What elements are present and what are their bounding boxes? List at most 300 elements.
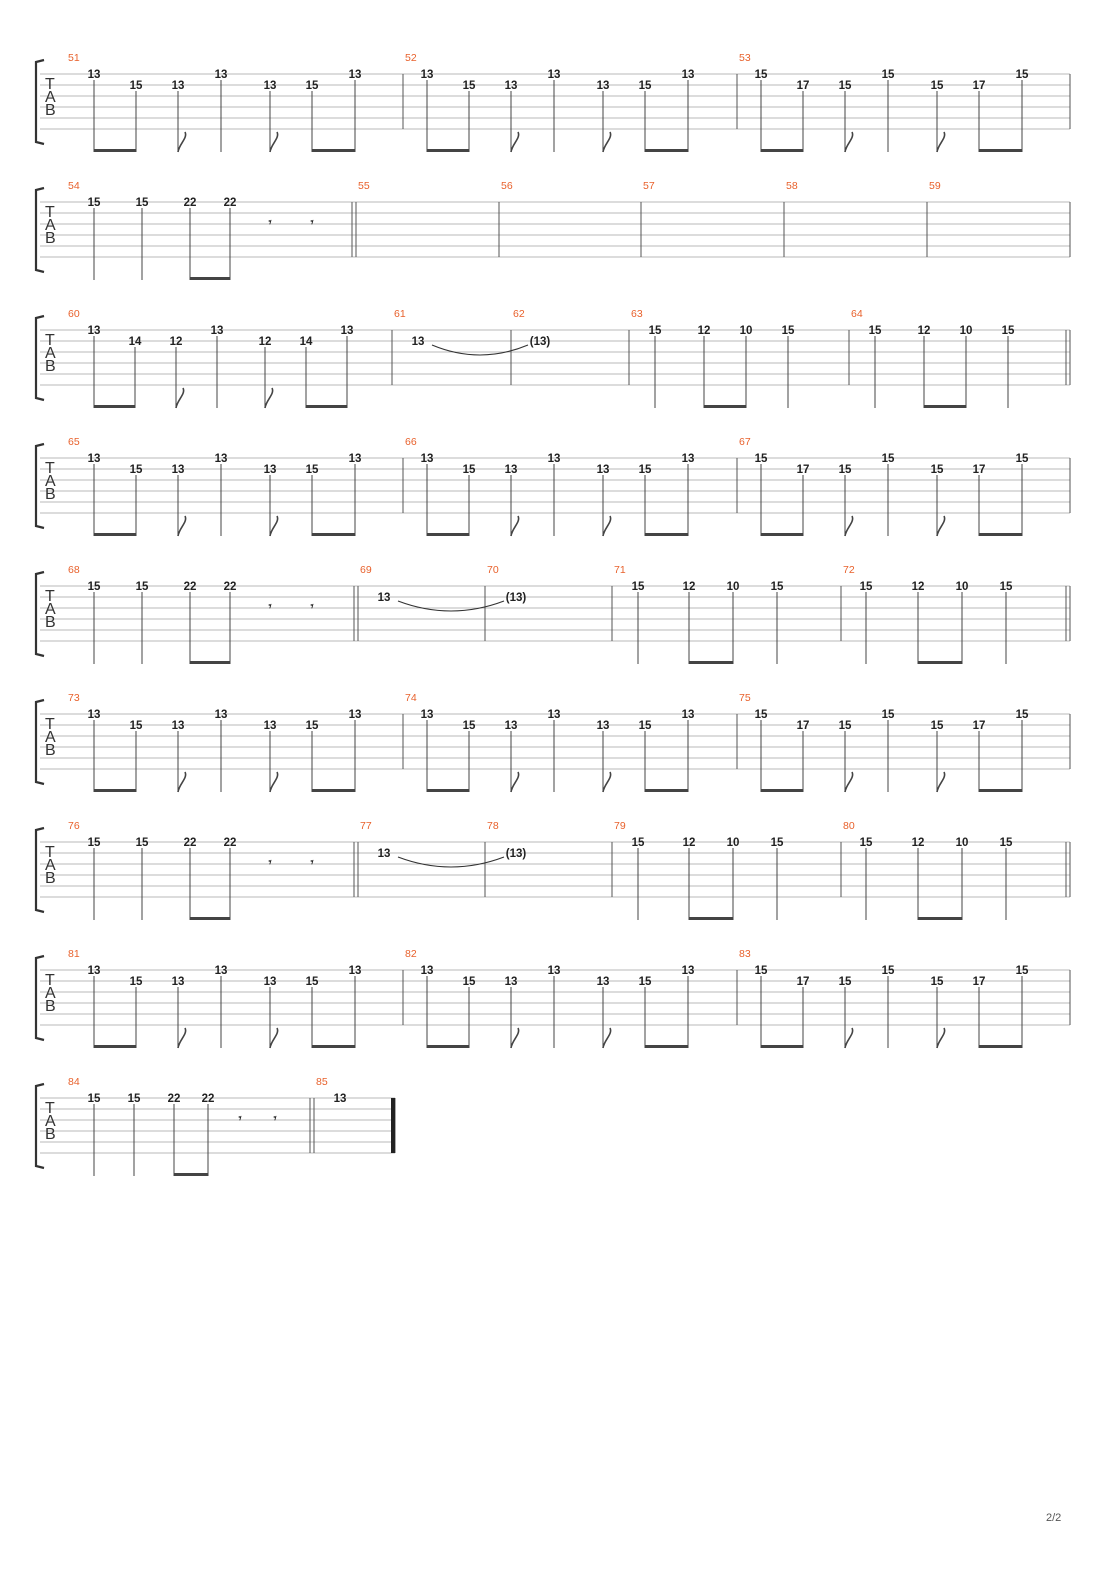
system-bracket: [36, 316, 44, 400]
beam: [979, 533, 1022, 536]
eighth-rest: 𝄾: [268, 217, 272, 229]
fret-number: 13: [411, 336, 425, 348]
fret-number: 15: [881, 69, 895, 81]
fret-number: 15: [462, 80, 476, 92]
fret-number: 10: [955, 581, 969, 593]
fret-number: 13: [547, 453, 561, 465]
measure-54: [68, 180, 314, 280]
fret-number: 10: [955, 837, 969, 849]
measure-number: 53: [739, 52, 751, 64]
measure-67: [739, 436, 1029, 536]
fret-number: 13: [348, 965, 362, 977]
measure-number: 68: [68, 564, 80, 576]
fret-number: 12: [682, 581, 696, 593]
beam: [645, 1045, 688, 1048]
measure-65: [68, 436, 361, 536]
tab-clef-letter: A: [45, 1113, 56, 1130]
fret-number: 13: [87, 69, 101, 81]
eighth-flag: [845, 132, 853, 152]
measure-number: 71: [614, 564, 626, 576]
beam: [190, 661, 230, 664]
measure-72: [843, 564, 1013, 664]
measure-number: 84: [68, 1076, 80, 1088]
measure-80: [843, 820, 1013, 920]
measure-77: [360, 820, 390, 860]
tab-clef-letter: A: [45, 217, 56, 234]
measure-number: 81: [68, 948, 80, 960]
beam: [979, 1045, 1022, 1048]
measure-55: [358, 180, 370, 192]
fret-number: 17: [796, 464, 810, 476]
eighth-flag: [511, 516, 519, 536]
fret-number: 13: [596, 464, 610, 476]
tab-clef-letter: A: [45, 473, 56, 490]
beam: [979, 149, 1022, 152]
measure-51: [68, 52, 361, 152]
measure-63: [631, 308, 795, 408]
measure-57: [643, 180, 655, 192]
fret-number: 15: [999, 581, 1013, 593]
fret-number: 22: [183, 837, 197, 849]
beam: [645, 789, 688, 792]
fret-number: 15: [87, 581, 101, 593]
fret-number: 13: [263, 80, 277, 92]
measure-73: [68, 692, 361, 792]
measure-number: 63: [631, 308, 643, 320]
fret-number: 13: [547, 69, 561, 81]
beam: [427, 149, 469, 152]
fret-number: 13: [681, 965, 695, 977]
fret-number: 10: [739, 325, 753, 337]
measure-71: [614, 564, 784, 664]
beam: [306, 405, 347, 408]
fret-number: 15: [135, 581, 149, 593]
fret-number: 15: [859, 837, 873, 849]
fret-number: 15: [859, 581, 873, 593]
measure-69: [360, 564, 390, 604]
beam: [427, 1045, 469, 1048]
system-bracket: [36, 188, 44, 272]
beam: [94, 533, 136, 536]
system-bracket: [36, 956, 44, 1040]
fret-number: 15: [87, 197, 101, 209]
fret-number: 13: [348, 709, 362, 721]
eighth-flag: [511, 772, 519, 792]
fret-number: 13: [547, 709, 561, 721]
fret-number: 15: [87, 837, 101, 849]
fret-number: 13: [504, 80, 518, 92]
fret-number: (13): [505, 592, 527, 604]
fret-number: 15: [648, 325, 662, 337]
beam: [94, 1045, 136, 1048]
system-bracket: [36, 572, 44, 656]
measure-number: 72: [843, 564, 855, 576]
fret-number: 13: [420, 453, 434, 465]
tie: [398, 601, 504, 611]
fret-number: 13: [333, 1093, 347, 1105]
eighth-flag: [603, 772, 611, 792]
staff-system: [36, 564, 1070, 664]
beam: [190, 917, 230, 920]
measure-number: 82: [405, 948, 417, 960]
fret-number: 12: [917, 325, 931, 337]
fret-number: 15: [462, 720, 476, 732]
tab-clef-letter: B: [45, 1126, 56, 1143]
fret-number: 14: [128, 336, 142, 348]
fret-number: 13: [377, 592, 391, 604]
beam: [761, 149, 803, 152]
fret-number: 17: [796, 976, 810, 988]
measure-85: [316, 1076, 346, 1105]
beam: [94, 149, 136, 152]
tab-clef-letter: B: [45, 358, 56, 375]
eighth-flag: [603, 516, 611, 536]
measure-number: 73: [68, 692, 80, 704]
measure-number: 76: [68, 820, 80, 832]
fret-number: 10: [726, 837, 740, 849]
measure-number: 69: [360, 564, 372, 576]
eighth-rest: 𝄾: [310, 601, 314, 613]
fret-number: 13: [596, 976, 610, 988]
measure-number: 59: [929, 180, 941, 192]
fret-number: 17: [972, 464, 986, 476]
measure-81: [68, 948, 361, 1048]
fret-number: 15: [135, 197, 149, 209]
eighth-flag: [270, 1028, 278, 1048]
fret-number: 15: [631, 837, 645, 849]
measure-68: [68, 564, 314, 664]
measure-60: [68, 308, 353, 408]
measure-number: 80: [843, 820, 855, 832]
measure-number: 51: [68, 52, 80, 64]
measure-number: 70: [487, 564, 499, 576]
beam: [427, 789, 469, 792]
staff-system: [36, 436, 1070, 536]
fret-number: 15: [754, 453, 768, 465]
beam: [761, 1045, 803, 1048]
tab-clef-letter: B: [45, 486, 56, 503]
measure-53: [739, 52, 1029, 152]
tab-clef-letter: T: [45, 588, 55, 605]
fret-number: (13): [529, 336, 551, 348]
eighth-rest: 𝄾: [268, 857, 272, 869]
measure-number: 64: [851, 308, 863, 320]
fret-number: 22: [223, 197, 237, 209]
fret-number: 13: [214, 69, 228, 81]
fret-number: 13: [596, 80, 610, 92]
measure-83: [739, 948, 1029, 1048]
eighth-flag: [937, 516, 945, 536]
beam: [312, 789, 355, 792]
fret-number: 15: [930, 80, 944, 92]
eighth-flag: [845, 772, 853, 792]
fret-number: 15: [129, 80, 143, 92]
measure-62: [513, 308, 550, 348]
tie: [432, 345, 528, 355]
measure-74: [405, 692, 694, 792]
eighth-flag: [178, 772, 186, 792]
measure-number: 54: [68, 180, 80, 192]
fret-number: 22: [201, 1093, 215, 1105]
beam: [312, 533, 355, 536]
fret-number: 13: [171, 80, 185, 92]
beam: [427, 533, 469, 536]
beam: [312, 1045, 355, 1048]
fret-number: 13: [681, 453, 695, 465]
staff-system: [36, 52, 1070, 152]
fret-number: 15: [129, 976, 143, 988]
measure-number: 61: [394, 308, 406, 320]
fret-number: 12: [911, 837, 925, 849]
fret-number: 12: [697, 325, 711, 337]
fret-number: 15: [838, 464, 852, 476]
fret-number: 12: [682, 837, 696, 849]
fret-number: 17: [972, 720, 986, 732]
beam: [979, 789, 1022, 792]
fret-number: 15: [838, 720, 852, 732]
fret-number: 12: [258, 336, 272, 348]
fret-number: 15: [87, 1093, 101, 1105]
fret-number: 15: [1015, 453, 1029, 465]
fret-number: 15: [754, 965, 768, 977]
measure-66: [405, 436, 694, 536]
page-number: 2/2: [1046, 1512, 1062, 1524]
tab-clef-letter: T: [45, 332, 55, 349]
staff-system: [36, 308, 1070, 408]
fret-number: 15: [638, 464, 652, 476]
fret-number: 15: [881, 453, 895, 465]
measure-number: 57: [643, 180, 655, 192]
fret-number: 13: [420, 709, 434, 721]
eighth-flag: [270, 132, 278, 152]
fret-number: 15: [881, 965, 895, 977]
measure-76: [68, 820, 314, 920]
eighth-flag: [937, 132, 945, 152]
measure-number: 67: [739, 436, 751, 448]
fret-number: 13: [504, 464, 518, 476]
fret-number: 13: [681, 709, 695, 721]
eighth-flag: [603, 132, 611, 152]
eighth-rest: 𝄾: [310, 857, 314, 869]
fret-number: 22: [183, 197, 197, 209]
fret-number: 15: [305, 464, 319, 476]
fret-number: 13: [504, 976, 518, 988]
fret-number: 13: [420, 965, 434, 977]
fret-number: 13: [348, 453, 362, 465]
measure-number: 65: [68, 436, 80, 448]
measure-number: 60: [68, 308, 80, 320]
measure-number: 75: [739, 692, 751, 704]
staff-system: [36, 820, 1070, 920]
staff-system: [36, 180, 1070, 280]
fret-number: (13): [505, 848, 527, 860]
fret-number: 13: [210, 325, 224, 337]
tab-clef-letter: T: [45, 972, 55, 989]
fret-number: 13: [171, 720, 185, 732]
beam: [689, 917, 733, 920]
fret-number: 15: [754, 69, 768, 81]
fret-number: 15: [135, 837, 149, 849]
fret-number: 13: [214, 709, 228, 721]
measure-78: [487, 820, 526, 860]
fret-number: 15: [462, 976, 476, 988]
fret-number: 13: [681, 69, 695, 81]
tab-clef-letter: B: [45, 998, 56, 1015]
measure-number: 79: [614, 820, 626, 832]
eighth-flag: [937, 1028, 945, 1048]
measure-number: 56: [501, 180, 513, 192]
tab-clef-letter: A: [45, 857, 56, 874]
tab-clef-letter: T: [45, 460, 55, 477]
fret-number: 13: [214, 965, 228, 977]
measure-number: 77: [360, 820, 372, 832]
fret-number: 22: [167, 1093, 181, 1105]
fret-number: 22: [223, 581, 237, 593]
staff-system: [36, 948, 1070, 1048]
fret-number: 15: [999, 837, 1013, 849]
fret-number: 15: [305, 80, 319, 92]
fret-number: 15: [1015, 69, 1029, 81]
fret-number: 15: [638, 720, 652, 732]
measure-number: 66: [405, 436, 417, 448]
measure-84: [68, 1076, 277, 1176]
fret-number: 22: [223, 837, 237, 849]
eighth-flag: [178, 516, 186, 536]
fret-number: 13: [263, 976, 277, 988]
fret-number: 10: [726, 581, 740, 593]
fret-number: 15: [930, 464, 944, 476]
fret-number: 15: [1015, 965, 1029, 977]
tab-clef-letter: A: [45, 985, 56, 1002]
tab-clef-letter: T: [45, 76, 55, 93]
fret-number: 13: [214, 453, 228, 465]
fret-number: 17: [796, 80, 810, 92]
fret-number: 13: [87, 965, 101, 977]
fret-number: 15: [127, 1093, 141, 1105]
measure-59: [929, 180, 941, 192]
fret-number: 15: [1001, 325, 1015, 337]
eighth-flag: [176, 388, 184, 408]
measure-number: 52: [405, 52, 417, 64]
beam: [924, 405, 966, 408]
tab-clef-letter: A: [45, 89, 56, 106]
fret-number: 15: [881, 709, 895, 721]
tab-clef-letter: T: [45, 716, 55, 733]
measure-64: [851, 308, 1015, 408]
beam: [190, 277, 230, 280]
eighth-flag: [603, 1028, 611, 1048]
eighth-flag: [270, 516, 278, 536]
tab-clef-letter: A: [45, 601, 56, 618]
fret-number: 13: [171, 976, 185, 988]
fret-number: 15: [781, 325, 795, 337]
fret-number: 15: [770, 837, 784, 849]
measure-79: [614, 820, 784, 920]
measure-70: [487, 564, 526, 604]
system-bracket: [36, 828, 44, 912]
fret-number: 15: [930, 976, 944, 988]
fret-number: 12: [911, 581, 925, 593]
beam: [94, 789, 136, 792]
measure-number: 62: [513, 308, 525, 320]
measure-75: [739, 692, 1029, 792]
eighth-flag: [270, 772, 278, 792]
fret-number: 15: [754, 709, 768, 721]
beam: [645, 149, 688, 152]
measure-number: 58: [786, 180, 798, 192]
tab-clef-letter: A: [45, 729, 56, 746]
staff-system: [36, 1076, 395, 1176]
fret-number: 13: [348, 69, 362, 81]
fret-number: 15: [770, 581, 784, 593]
fret-number: 13: [87, 453, 101, 465]
tab-clef-letter: T: [45, 204, 55, 221]
fret-number: 15: [838, 976, 852, 988]
tab-clef-letter: B: [45, 230, 56, 247]
measure-52: [405, 52, 694, 152]
fret-number: 17: [972, 976, 986, 988]
fret-number: 12: [169, 336, 183, 348]
eighth-flag: [845, 1028, 853, 1048]
tab-clef-letter: A: [45, 345, 56, 362]
fret-number: 15: [638, 80, 652, 92]
system-bracket: [36, 1084, 44, 1168]
fret-number: 15: [868, 325, 882, 337]
eighth-flag: [265, 388, 273, 408]
beam: [312, 149, 355, 152]
tab-clef-letter: B: [45, 102, 56, 119]
fret-number: 15: [838, 80, 852, 92]
fret-number: 13: [377, 848, 391, 860]
beam: [918, 917, 962, 920]
fret-number: 13: [171, 464, 185, 476]
tab-clef-letter: T: [45, 844, 55, 861]
beam: [645, 533, 688, 536]
fret-number: 22: [183, 581, 197, 593]
measure-61: [394, 308, 424, 348]
measure-number: 83: [739, 948, 751, 960]
system-bracket: [36, 60, 44, 144]
fret-number: 14: [299, 336, 313, 348]
beam: [918, 661, 962, 664]
staff-system: [36, 692, 1070, 792]
tab-clef-letter: B: [45, 742, 56, 759]
final-barline: [391, 1098, 395, 1153]
measure-number: 55: [358, 180, 370, 192]
fret-number: 13: [596, 720, 610, 732]
fret-number: 15: [638, 976, 652, 988]
eighth-rest: 𝄾: [273, 1113, 277, 1125]
beam: [761, 533, 803, 536]
eighth-rest: 𝄾: [268, 601, 272, 613]
fret-number: 10: [959, 325, 973, 337]
fret-number: 13: [547, 965, 561, 977]
eighth-flag: [178, 132, 186, 152]
fret-number: 15: [305, 976, 319, 988]
eighth-flag: [511, 1028, 519, 1048]
tie: [398, 857, 504, 867]
fret-number: 15: [129, 464, 143, 476]
beam: [689, 661, 733, 664]
fret-number: 17: [972, 80, 986, 92]
fret-number: 15: [1015, 709, 1029, 721]
beam: [704, 405, 746, 408]
measure-58: [786, 180, 798, 192]
tab-clef-letter: T: [45, 1100, 55, 1117]
fret-number: 15: [631, 581, 645, 593]
tab-clef-letter: B: [45, 870, 56, 887]
measure-number: 78: [487, 820, 499, 832]
